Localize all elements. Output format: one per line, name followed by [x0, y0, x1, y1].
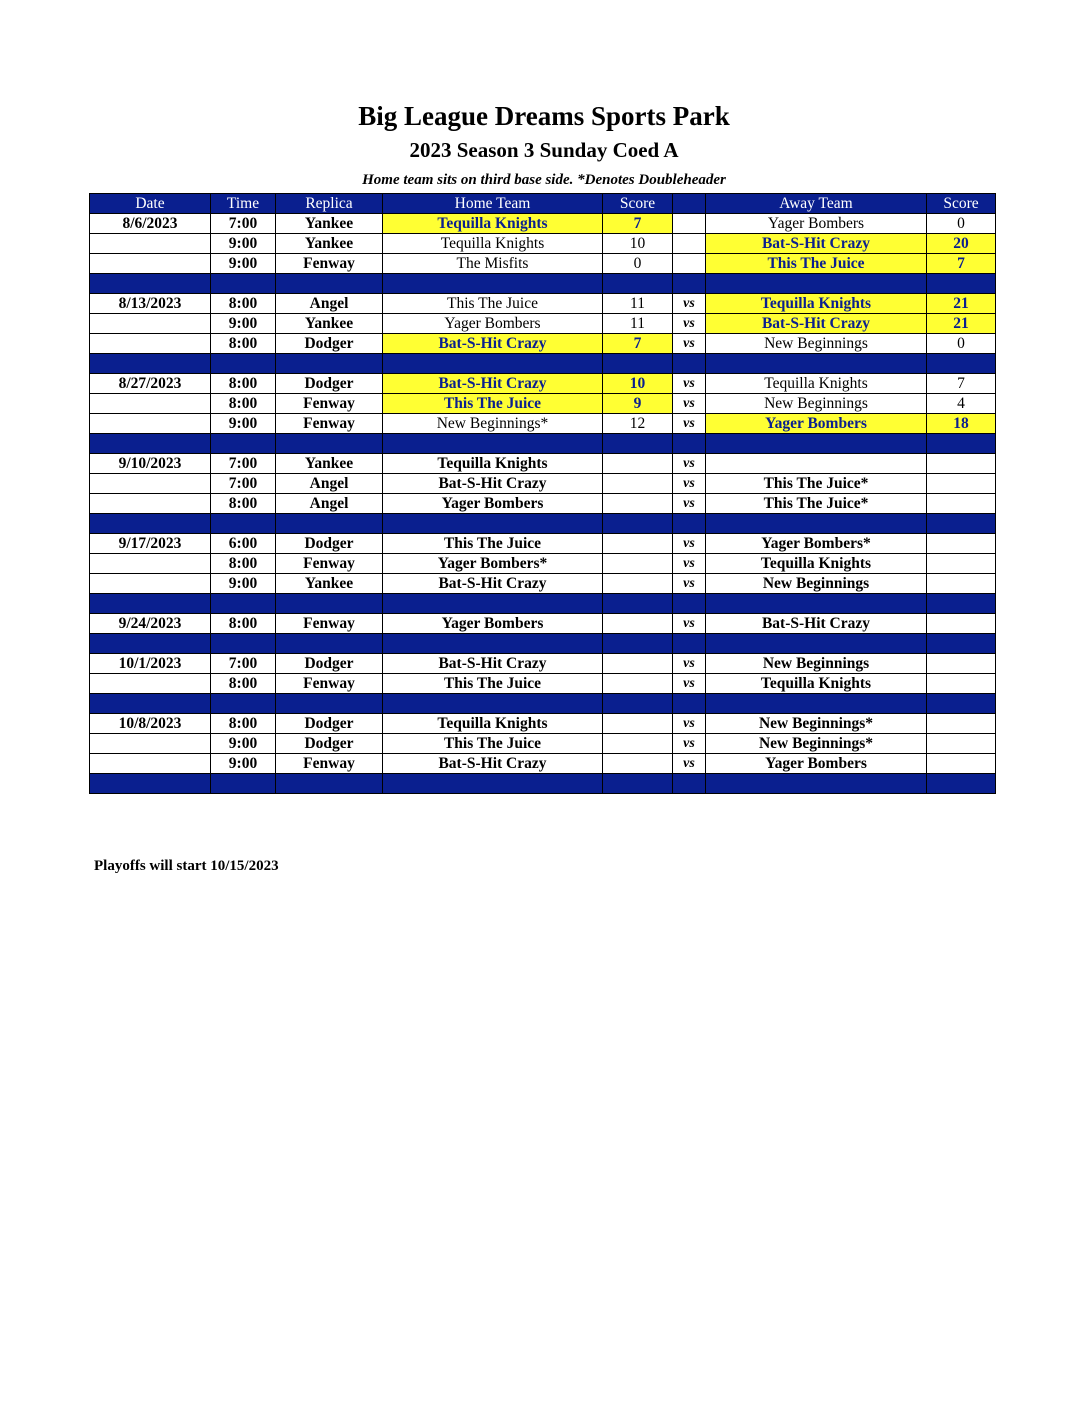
home-team-cell: Yager Bombers — [383, 494, 603, 514]
vs-cell: vs — [673, 314, 706, 334]
separator-cell — [927, 634, 996, 654]
replica-cell: Dodger — [276, 374, 383, 394]
vs-cell: vs — [673, 754, 706, 774]
vs-cell: vs — [673, 494, 706, 514]
table-row — [90, 454, 996, 474]
separator-cell — [673, 354, 706, 374]
home-team-cell: Bat-S-Hit Crazy — [383, 374, 603, 394]
away-team-cell: Bat-S-Hit Crazy — [706, 614, 927, 634]
separator-cell — [211, 694, 276, 714]
separator-cell — [383, 354, 603, 374]
date-cell — [90, 674, 211, 694]
vs-cell: vs — [673, 374, 706, 394]
separator-cell — [927, 694, 996, 714]
table-row — [90, 554, 996, 574]
separator-cell — [90, 594, 211, 614]
vs-cell — [673, 254, 706, 274]
separator-cell — [211, 354, 276, 374]
separator-cell — [90, 274, 211, 294]
home-score-cell: 11 — [603, 294, 673, 314]
separator-cell — [383, 434, 603, 454]
vs-cell: vs — [673, 414, 706, 434]
table-row — [90, 614, 996, 634]
separator-cell — [383, 514, 603, 534]
home-score-cell — [603, 714, 673, 734]
col-header-home-score: Score — [603, 194, 673, 214]
table-row — [90, 534, 996, 554]
time-cell: 9:00 — [211, 414, 276, 434]
time-cell: 8:00 — [211, 494, 276, 514]
date-cell: 10/8/2023 — [90, 714, 211, 734]
vs-cell: vs — [673, 474, 706, 494]
time-cell: 7:00 — [211, 654, 276, 674]
home-score-cell: 7 — [603, 214, 673, 234]
table-row — [90, 314, 996, 334]
separator-cell — [276, 634, 383, 654]
time-cell: 7:00 — [211, 214, 276, 234]
separator-cell — [276, 514, 383, 534]
date-cell: 8/27/2023 — [90, 374, 211, 394]
separator-cell — [603, 694, 673, 714]
away-team-cell: Tequilla Knights — [706, 674, 927, 694]
date-cell — [90, 394, 211, 414]
home-team-cell: Bat-S-Hit Crazy — [383, 654, 603, 674]
away-team-cell: This The Juice — [706, 254, 927, 274]
home-score-cell: 9 — [603, 394, 673, 414]
away-team-cell: New Beginnings — [706, 654, 927, 674]
separator-cell — [603, 774, 673, 794]
separator-row — [90, 694, 996, 714]
separator-cell — [383, 594, 603, 614]
table-row — [90, 674, 996, 694]
separator-cell — [706, 634, 927, 654]
col-header-replica: Replica — [276, 194, 383, 214]
date-cell: 9/17/2023 — [90, 534, 211, 554]
replica-cell: Dodger — [276, 734, 383, 754]
away-score-cell — [927, 654, 996, 674]
table-row — [90, 294, 996, 314]
time-cell: 8:00 — [211, 674, 276, 694]
separator-cell — [211, 774, 276, 794]
away-score-cell — [927, 574, 996, 594]
away-score-cell — [927, 734, 996, 754]
vs-cell — [673, 214, 706, 234]
away-score-cell: 4 — [927, 394, 996, 414]
time-cell: 6:00 — [211, 534, 276, 554]
separator-cell — [276, 354, 383, 374]
separator-cell — [211, 594, 276, 614]
separator-cell — [276, 594, 383, 614]
time-cell: 9:00 — [211, 734, 276, 754]
home-team-cell: Yager Bombers* — [383, 554, 603, 574]
separator-cell — [383, 774, 603, 794]
separator-cell — [90, 774, 211, 794]
separator-cell — [603, 514, 673, 534]
page-title: Big League Dreams Sports Park — [358, 101, 730, 131]
date-cell: 8/6/2023 — [90, 214, 211, 234]
table-row — [90, 334, 996, 354]
away-score-cell: 0 — [927, 214, 996, 234]
home-score-cell — [603, 454, 673, 474]
away-team-cell: Yager Bombers — [706, 414, 927, 434]
schedule-body — [90, 214, 996, 794]
separator-cell — [383, 274, 603, 294]
away-score-cell: 7 — [927, 374, 996, 394]
date-cell: 9/10/2023 — [90, 454, 211, 474]
replica-cell: Yankee — [276, 314, 383, 334]
home-score-cell: 12 — [603, 414, 673, 434]
col-header-date: Date — [90, 194, 211, 214]
away-team-cell: Tequilla Knights — [706, 554, 927, 574]
separator-cell — [927, 434, 996, 454]
separator-cell — [673, 514, 706, 534]
date-cell — [90, 314, 211, 334]
vs-cell: vs — [673, 674, 706, 694]
away-score-cell: 21 — [927, 294, 996, 314]
table-row — [90, 474, 996, 494]
home-score-cell: 10 — [603, 374, 673, 394]
date-cell — [90, 234, 211, 254]
playoffs-note: Playoffs will start 10/15/2023 — [94, 858, 279, 874]
home-score-cell: 11 — [603, 314, 673, 334]
home-team-cell: This The Juice — [383, 734, 603, 754]
away-team-cell: New Beginnings — [706, 574, 927, 594]
home-score-cell — [603, 554, 673, 574]
replica-cell: Angel — [276, 474, 383, 494]
date-cell — [90, 414, 211, 434]
vs-cell: vs — [673, 614, 706, 634]
home-score-cell — [603, 654, 673, 674]
separator-cell — [673, 594, 706, 614]
separator-row — [90, 434, 996, 454]
home-team-cell: Yager Bombers — [383, 314, 603, 334]
separator-cell — [90, 694, 211, 714]
away-score-cell — [927, 674, 996, 694]
date-cell: 9/24/2023 — [90, 614, 211, 634]
separator-row — [90, 274, 996, 294]
separator-row — [90, 594, 996, 614]
vs-cell: vs — [673, 334, 706, 354]
vs-cell: vs — [673, 534, 706, 554]
separator-cell — [673, 274, 706, 294]
separator-cell — [927, 774, 996, 794]
separator-row — [90, 774, 996, 794]
away-team-cell: This The Juice* — [706, 494, 927, 514]
replica-cell: Yankee — [276, 234, 383, 254]
away-score-cell — [927, 754, 996, 774]
away-team-cell: Bat-S-Hit Crazy — [706, 234, 927, 254]
home-team-cell: Bat-S-Hit Crazy — [383, 474, 603, 494]
home-score-cell: 7 — [603, 334, 673, 354]
col-header-home-team: Home Team — [383, 194, 603, 214]
away-team-cell: Yager Bombers* — [706, 534, 927, 554]
separator-cell — [90, 434, 211, 454]
home-team-cell: Tequilla Knights — [383, 714, 603, 734]
table-row — [90, 734, 996, 754]
separator-cell — [603, 354, 673, 374]
replica-cell: Dodger — [276, 654, 383, 674]
separator-cell — [927, 274, 996, 294]
separator-cell — [211, 634, 276, 654]
separator-cell — [276, 274, 383, 294]
separator-cell — [706, 354, 927, 374]
home-score-cell — [603, 614, 673, 634]
separator-cell — [927, 594, 996, 614]
replica-cell: Yankee — [276, 454, 383, 474]
away-score-cell — [927, 714, 996, 734]
home-score-cell — [603, 674, 673, 694]
date-cell — [90, 754, 211, 774]
date-cell: 10/1/2023 — [90, 654, 211, 674]
home-team-cell: Bat-S-Hit Crazy — [383, 574, 603, 594]
vs-cell: vs — [673, 654, 706, 674]
away-score-cell — [927, 534, 996, 554]
away-score-cell: 18 — [927, 414, 996, 434]
away-team-cell: New Beginnings — [706, 334, 927, 354]
home-team-cell: The Misfits — [383, 254, 603, 274]
away-team-cell — [706, 454, 927, 474]
away-score-cell — [927, 454, 996, 474]
vs-cell: vs — [673, 574, 706, 594]
separator-cell — [706, 514, 927, 534]
home-team-cell: New Beginnings* — [383, 414, 603, 434]
separator-row — [90, 354, 996, 374]
col-header-vs — [673, 194, 706, 214]
separator-cell — [673, 434, 706, 454]
col-header-away-score: Score — [927, 194, 996, 214]
away-score-cell — [927, 474, 996, 494]
time-cell: 9:00 — [211, 754, 276, 774]
away-score-cell — [927, 494, 996, 514]
home-team-cell: This The Juice — [383, 674, 603, 694]
home-score-cell — [603, 574, 673, 594]
replica-cell: Dodger — [276, 534, 383, 554]
separator-cell — [211, 434, 276, 454]
date-cell: 8/13/2023 — [90, 294, 211, 314]
home-score-cell: 10 — [603, 234, 673, 254]
date-cell — [90, 334, 211, 354]
time-cell: 8:00 — [211, 394, 276, 414]
table-row — [90, 574, 996, 594]
col-header-away-team: Away Team — [706, 194, 927, 214]
separator-cell — [383, 634, 603, 654]
separator-row — [90, 514, 996, 534]
table-row — [90, 654, 996, 674]
home-team-cell: Bat-S-Hit Crazy — [383, 754, 603, 774]
time-cell: 7:00 — [211, 454, 276, 474]
table-row — [90, 374, 996, 394]
separator-cell — [673, 694, 706, 714]
table-row — [90, 214, 996, 234]
away-team-cell: New Beginnings* — [706, 734, 927, 754]
replica-cell: Angel — [276, 494, 383, 514]
home-team-cell: Tequilla Knights — [383, 234, 603, 254]
separator-cell — [706, 774, 927, 794]
separator-cell — [383, 694, 603, 714]
separator-cell — [706, 274, 927, 294]
date-cell — [90, 494, 211, 514]
separator-cell — [603, 274, 673, 294]
table-row — [90, 714, 996, 734]
separator-cell — [90, 514, 211, 534]
replica-cell: Fenway — [276, 614, 383, 634]
table-row — [90, 394, 996, 414]
away-score-cell: 21 — [927, 314, 996, 334]
replica-cell: Fenway — [276, 554, 383, 574]
time-cell: 8:00 — [211, 374, 276, 394]
home-team-cell: This The Juice — [383, 534, 603, 554]
separator-cell — [90, 354, 211, 374]
replica-cell: Fenway — [276, 254, 383, 274]
separator-cell — [927, 354, 996, 374]
home-team-cell: Tequilla Knights — [383, 214, 603, 234]
away-score-cell — [927, 614, 996, 634]
time-cell: 8:00 — [211, 334, 276, 354]
separator-cell — [706, 694, 927, 714]
separator-cell — [603, 594, 673, 614]
time-cell: 9:00 — [211, 254, 276, 274]
away-team-cell: Tequilla Knights — [706, 374, 927, 394]
separator-cell — [276, 774, 383, 794]
date-cell — [90, 734, 211, 754]
date-cell — [90, 254, 211, 274]
time-cell: 8:00 — [211, 554, 276, 574]
separator-cell — [603, 634, 673, 654]
home-score-cell: 0 — [603, 254, 673, 274]
replica-cell: Yankee — [276, 574, 383, 594]
col-header-time: Time — [211, 194, 276, 214]
table-row — [90, 494, 996, 514]
page-subtitle: 2023 Season 3 Sunday Coed A — [409, 138, 679, 162]
time-cell: 9:00 — [211, 574, 276, 594]
replica-cell: Fenway — [276, 754, 383, 774]
separator-cell — [90, 634, 211, 654]
home-team-cell: Bat-S-Hit Crazy — [383, 334, 603, 354]
away-team-cell: Yager Bombers — [706, 754, 927, 774]
replica-cell: Fenway — [276, 674, 383, 694]
away-score-cell: 7 — [927, 254, 996, 274]
date-cell — [90, 574, 211, 594]
table-row — [90, 254, 996, 274]
away-score-cell: 20 — [927, 234, 996, 254]
away-team-cell: Bat-S-Hit Crazy — [706, 314, 927, 334]
separator-cell — [276, 694, 383, 714]
away-score-cell — [927, 554, 996, 574]
separator-row — [90, 634, 996, 654]
time-cell: 8:00 — [211, 614, 276, 634]
away-team-cell: New Beginnings — [706, 394, 927, 414]
replica-cell: Dodger — [276, 714, 383, 734]
table-row — [90, 754, 996, 774]
vs-cell — [673, 234, 706, 254]
away-score-cell: 0 — [927, 334, 996, 354]
vs-cell: vs — [673, 714, 706, 734]
away-team-cell: Yager Bombers — [706, 214, 927, 234]
home-team-cell: This The Juice — [383, 294, 603, 314]
time-cell: 7:00 — [211, 474, 276, 494]
time-cell: 8:00 — [211, 714, 276, 734]
table-row — [90, 234, 996, 254]
away-team-cell: New Beginnings* — [706, 714, 927, 734]
vs-cell: vs — [673, 454, 706, 474]
replica-cell: Dodger — [276, 334, 383, 354]
separator-cell — [673, 774, 706, 794]
replica-cell: Fenway — [276, 414, 383, 434]
home-score-cell — [603, 754, 673, 774]
separator-cell — [211, 274, 276, 294]
replica-cell: Angel — [276, 294, 383, 314]
separator-cell — [706, 594, 927, 614]
header-row — [90, 194, 996, 214]
home-team-cell: This The Juice — [383, 394, 603, 414]
table-row — [90, 414, 996, 434]
home-score-cell — [603, 734, 673, 754]
separator-cell — [603, 434, 673, 454]
separator-cell — [276, 434, 383, 454]
separator-cell — [706, 434, 927, 454]
vs-cell: vs — [673, 394, 706, 414]
replica-cell: Yankee — [276, 214, 383, 234]
home-team-cell: Tequilla Knights — [383, 454, 603, 474]
time-cell: 8:00 — [211, 294, 276, 314]
separator-cell — [211, 514, 276, 534]
separator-cell — [673, 634, 706, 654]
home-score-cell — [603, 494, 673, 514]
schedule-table — [89, 193, 996, 794]
vs-cell: vs — [673, 734, 706, 754]
home-team-cell: Yager Bombers — [383, 614, 603, 634]
away-team-cell: Tequilla Knights — [706, 294, 927, 314]
vs-cell: vs — [673, 554, 706, 574]
home-score-cell — [603, 534, 673, 554]
time-cell: 9:00 — [211, 314, 276, 334]
date-cell — [90, 554, 211, 574]
replica-cell: Fenway — [276, 394, 383, 414]
vs-cell: vs — [673, 294, 706, 314]
schedule-note: Home team sits on third base side. *Denotes Doubleheader — [362, 172, 726, 188]
separator-cell — [927, 514, 996, 534]
home-score-cell — [603, 474, 673, 494]
away-team-cell: This The Juice* — [706, 474, 927, 494]
time-cell: 9:00 — [211, 234, 276, 254]
date-cell — [90, 474, 211, 494]
